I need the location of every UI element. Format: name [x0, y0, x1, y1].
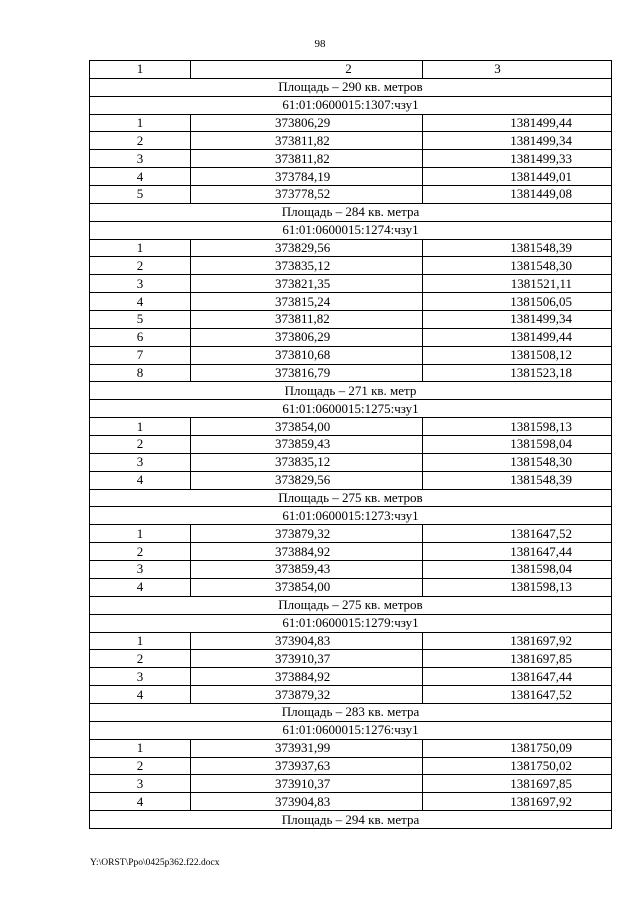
point-number-cell: 6 [90, 328, 191, 346]
parcel-id-cell: 61:01:0600015:1274:чзу1 [90, 221, 612, 239]
parcel-id-row [90, 96, 612, 114]
parcel-id-row [90, 507, 612, 525]
y-coordinate-cell: 1381697,92 [423, 632, 612, 650]
coordinate-row [90, 293, 612, 311]
parcel-id-row [90, 400, 612, 418]
point-number-cell: 1 [90, 525, 191, 543]
area-cell: Площадь – 284 кв. метра [90, 203, 612, 221]
x-coordinate-cell: 373859,43 [191, 561, 423, 579]
parcel-id-cell: 61:01:0600015:1273:чзу1 [90, 507, 612, 525]
y-coordinate-cell: 1381449,01 [423, 168, 612, 186]
point-number-cell: 3 [90, 668, 191, 686]
x-coordinate-cell: 373904,83 [191, 632, 423, 650]
parcel-id-row [90, 721, 612, 739]
y-coordinate-cell: 1381499,33 [423, 150, 612, 168]
x-coordinate-cell: 373854,00 [191, 578, 423, 596]
x-coordinate-cell: 373810,68 [191, 346, 423, 364]
y-coordinate-cell: 1381647,52 [423, 525, 612, 543]
area-cell: Площадь – 275 кв. метров [90, 596, 612, 614]
area-row [90, 489, 612, 507]
point-number-cell: 4 [90, 686, 191, 704]
coordinate-row [90, 668, 612, 686]
coordinate-row [90, 275, 612, 293]
y-coordinate-cell: 1381521,11 [423, 275, 612, 293]
coordinate-row [90, 453, 612, 471]
x-coordinate-cell: 373931,99 [191, 739, 423, 757]
area-cell: Площадь – 271 кв. метр [90, 382, 612, 400]
x-coordinate-cell: 373829,56 [191, 239, 423, 257]
coordinate-row [90, 632, 612, 650]
parcel-id-cell: 61:01:0600015:1275:чзу1 [90, 400, 612, 418]
y-coordinate-cell: 1381499,34 [423, 311, 612, 329]
table-body [90, 61, 612, 829]
column-header-3: 3 [423, 61, 612, 79]
point-number-cell: 4 [90, 793, 191, 811]
y-coordinate-cell: 1381598,04 [423, 561, 612, 579]
x-coordinate-cell: 373816,79 [191, 364, 423, 382]
column-header-2: 2 [191, 61, 423, 79]
area-row [90, 703, 612, 721]
coordinate-row [90, 793, 612, 811]
y-coordinate-cell: 1381647,52 [423, 686, 612, 704]
coordinate-row [90, 757, 612, 775]
point-number-cell: 1 [90, 632, 191, 650]
x-coordinate-cell: 373821,35 [191, 275, 423, 293]
coordinate-row [90, 328, 612, 346]
coordinate-row [90, 257, 612, 275]
point-number-cell: 8 [90, 364, 191, 382]
coordinate-row [90, 543, 612, 561]
area-cell: Площадь – 290 кв. метров [90, 78, 612, 96]
y-coordinate-cell: 1381523,18 [423, 364, 612, 382]
coordinate-row [90, 364, 612, 382]
point-number-cell: 2 [90, 757, 191, 775]
x-coordinate-cell: 373784,19 [191, 168, 423, 186]
point-number-cell: 7 [90, 346, 191, 364]
y-coordinate-cell: 1381750,02 [423, 757, 612, 775]
parcel-id-cell: 61:01:0600015:1279:чзу1 [90, 614, 612, 632]
point-number-cell: 3 [90, 775, 191, 793]
x-coordinate-cell: 373879,32 [191, 686, 423, 704]
y-coordinate-cell: 1381548,30 [423, 453, 612, 471]
column-header-1: 1 [90, 61, 191, 79]
point-number-cell: 4 [90, 293, 191, 311]
point-number-cell: 1 [90, 418, 191, 436]
y-coordinate-cell: 1381647,44 [423, 668, 612, 686]
y-coordinate-cell: 1381499,34 [423, 132, 612, 150]
coordinates-table [89, 60, 612, 829]
coordinate-row [90, 739, 612, 757]
y-coordinate-cell: 1381750,09 [423, 739, 612, 757]
area-row [90, 78, 612, 96]
point-number-cell: 3 [90, 150, 191, 168]
y-coordinate-cell: 1381697,85 [423, 650, 612, 668]
y-coordinate-cell: 1381449,08 [423, 186, 612, 204]
parcel-id-cell: 61:01:0600015:1307:чзу1 [90, 96, 612, 114]
coordinate-row [90, 436, 612, 454]
x-coordinate-cell: 373806,29 [191, 328, 423, 346]
x-coordinate-cell: 373811,82 [191, 132, 423, 150]
page-number: 98 [314, 38, 326, 50]
coordinate-row [90, 578, 612, 596]
coordinate-row [90, 186, 612, 204]
y-coordinate-cell: 1381697,92 [423, 793, 612, 811]
point-number-cell: 3 [90, 561, 191, 579]
coordinate-row [90, 346, 612, 364]
point-number-cell: 1 [90, 114, 191, 132]
coordinate-row [90, 418, 612, 436]
y-coordinate-cell: 1381598,13 [423, 418, 612, 436]
x-coordinate-cell: 373778,52 [191, 186, 423, 204]
coordinate-row [90, 775, 612, 793]
column-header-row [90, 61, 612, 79]
y-coordinate-cell: 1381506,05 [423, 293, 612, 311]
area-row [90, 811, 612, 829]
point-number-cell: 5 [90, 311, 191, 329]
point-number-cell: 5 [90, 186, 191, 204]
x-coordinate-cell: 373829,56 [191, 471, 423, 489]
x-coordinate-cell: 373910,37 [191, 775, 423, 793]
x-coordinate-cell: 373835,12 [191, 453, 423, 471]
point-number-cell: 4 [90, 471, 191, 489]
coordinate-row [90, 311, 612, 329]
x-coordinate-cell: 373859,43 [191, 436, 423, 454]
coordinate-row [90, 686, 612, 704]
y-coordinate-cell: 1381647,44 [423, 543, 612, 561]
x-coordinate-cell: 373879,32 [191, 525, 423, 543]
point-number-cell: 1 [90, 739, 191, 757]
point-number-cell: 4 [90, 578, 191, 596]
point-number-cell: 2 [90, 132, 191, 150]
x-coordinate-cell: 373937,63 [191, 757, 423, 775]
point-number-cell: 4 [90, 168, 191, 186]
coordinate-row [90, 150, 612, 168]
point-number-cell: 2 [90, 436, 191, 454]
x-coordinate-cell: 373884,92 [191, 543, 423, 561]
area-cell: Площадь – 283 кв. метра [90, 703, 612, 721]
x-coordinate-cell: 373811,82 [191, 311, 423, 329]
area-row [90, 203, 612, 221]
point-number-cell: 3 [90, 453, 191, 471]
point-number-cell: 2 [90, 650, 191, 668]
x-coordinate-cell: 373904,83 [191, 793, 423, 811]
x-coordinate-cell: 373854,00 [191, 418, 423, 436]
x-coordinate-cell: 373884,92 [191, 668, 423, 686]
y-coordinate-cell: 1381598,04 [423, 436, 612, 454]
y-coordinate-cell: 1381548,39 [423, 471, 612, 489]
y-coordinate-cell: 1381508,12 [423, 346, 612, 364]
coordinate-row [90, 239, 612, 257]
point-number-cell: 2 [90, 257, 191, 275]
parcel-id-row [90, 614, 612, 632]
parcel-id-row [90, 221, 612, 239]
coordinate-row [90, 132, 612, 150]
coordinate-row [90, 168, 612, 186]
y-coordinate-cell: 1381548,30 [423, 257, 612, 275]
point-number-cell: 2 [90, 543, 191, 561]
y-coordinate-cell: 1381548,39 [423, 239, 612, 257]
x-coordinate-cell: 373806,29 [191, 114, 423, 132]
coordinate-row [90, 650, 612, 668]
coordinate-row [90, 114, 612, 132]
area-cell: Площадь – 294 кв. метра [90, 811, 612, 829]
x-coordinate-cell: 373815,24 [191, 293, 423, 311]
coordinate-row [90, 471, 612, 489]
x-coordinate-cell: 373910,37 [191, 650, 423, 668]
coordinate-row [90, 525, 612, 543]
area-row [90, 382, 612, 400]
file-path-footer: Y:\ORST\Ppo\0425p362.f22.docx [90, 858, 220, 868]
x-coordinate-cell: 373811,82 [191, 150, 423, 168]
point-number-cell: 1 [90, 239, 191, 257]
x-coordinate-cell: 373835,12 [191, 257, 423, 275]
y-coordinate-cell: 1381598,13 [423, 578, 612, 596]
parcel-id-cell: 61:01:0600015:1276:чзу1 [90, 721, 612, 739]
point-number-cell: 3 [90, 275, 191, 293]
area-cell: Площадь – 275 кв. метров [90, 489, 612, 507]
y-coordinate-cell: 1381499,44 [423, 328, 612, 346]
area-row [90, 596, 612, 614]
coordinate-row [90, 561, 612, 579]
y-coordinate-cell: 1381697,85 [423, 775, 612, 793]
y-coordinate-cell: 1381499,44 [423, 114, 612, 132]
